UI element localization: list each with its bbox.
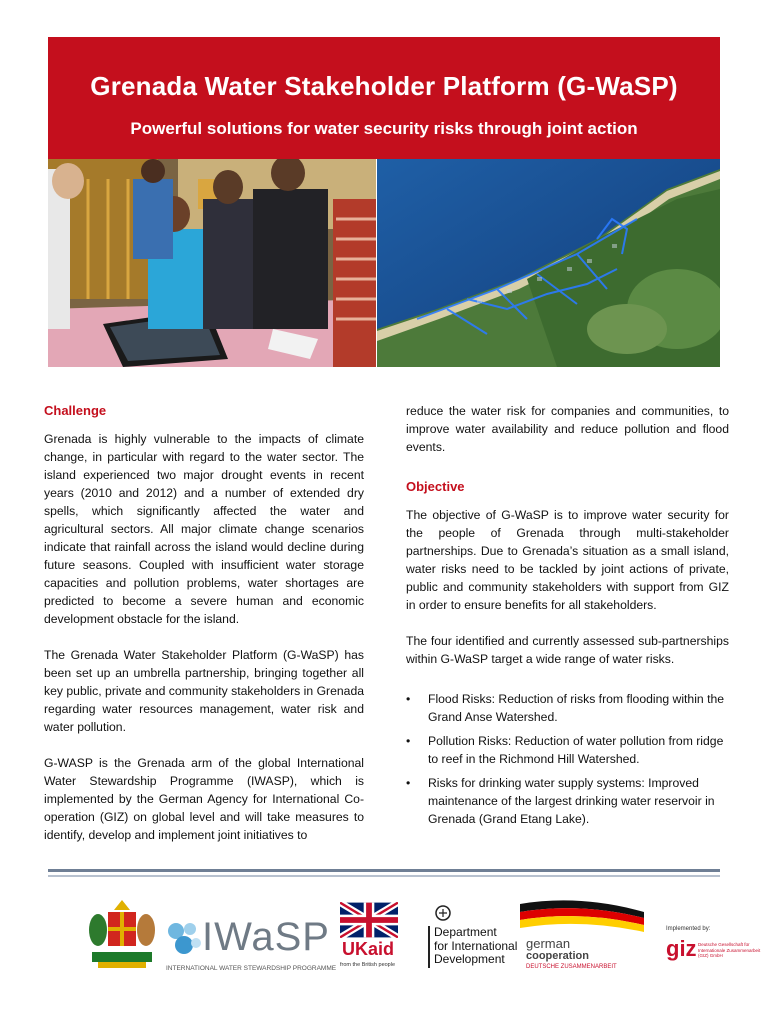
footer-divider — [48, 869, 720, 872]
implemented-by-label: Implemented by: — [666, 926, 711, 932]
royal-crest-icon — [434, 904, 452, 922]
list-item: • Risks for drinking water supply systems: Improved maintenance of the largest drinking water reservoir in Grenada (Grand Etang Lake). — [406, 776, 715, 826]
german-coop-tagline: DEUTSCHE ZUSAMMENARBEIT — [526, 964, 617, 970]
dfid-wordmark: Department for International Development — [434, 925, 518, 966]
sub-partnerships-paragraph: The four identified and currently assessed sub-partnerships within G-WaSP target a wide range of water risks. — [406, 634, 729, 666]
right-column — [406, 402, 729, 834]
left-column — [44, 402, 364, 844]
giz-description: Deutsche Gesellschaft für Internationale Zusammenarbeit (GIZ) GmbH — [698, 942, 761, 958]
challenge-heading: Challenge — [44, 403, 107, 418]
workshop-photo — [48, 159, 376, 367]
iwasp-logo — [166, 915, 336, 975]
bullet-icon: • — [406, 734, 411, 748]
page-subtitle: Powerful solutions for water security risks through joint action — [130, 119, 638, 138]
iwasp-paragraph: G-WASP is the Grenada arm of the global International Water Stewardship Programme (IWASP), which is implemented by the German Agency for International Co-operation (GIZ) on global level and will take measures to identify, develop and implement joint initiatives to — [44, 756, 364, 842]
german-cooperation-logo — [520, 898, 644, 974]
dfid-logo — [428, 904, 520, 974]
gwasp-paragraph: The Grenada Water Stakeholder Platform (G-WaSP) has been set up an umbrella partnership, bringing together all key public, private and community stakeholders in Grenada regarding water resources management, water risk and water pollution. — [44, 648, 364, 734]
page-title: Grenada Water Stakeholder Platform (G-WaSP) — [90, 71, 678, 101]
risk-list — [406, 690, 729, 828]
ukaid-logo — [340, 902, 402, 972]
objective-heading: Objective — [406, 479, 465, 494]
dfid-rule — [428, 926, 430, 968]
challenge-paragraph: Grenada is highly vulnerable to the impacts of climate change, in particular with regard to the water sector. The island experienced two major drought events in recent years (2010 and 2012) and a number of extended dry spells, which significantly affected the water and agricultural sectors. All major climate change scenarios indicate that rainfall across the island would decline during future seasons. Coupled with insufficient water storage capacities and pollution problems, water shortages are predicted to become a severe human and economic development obstacle for the island. — [44, 432, 364, 626]
german-flag-swoosh-icon — [520, 898, 644, 938]
continued-paragraph: reduce the water risk for companies and communities, to improve water availability and reduce pollution and flood events. — [406, 404, 729, 454]
list-item: • Flood Risks: Reduction of risks from flooding within the Grand Anse Watershed. — [406, 692, 725, 724]
ukaid-tagline: from the British people — [340, 962, 396, 968]
iwasp-wordmark: IWaSP — [202, 915, 330, 959]
ukaid-wordmark: UKaid — [342, 939, 395, 959]
list-item: • Pollution Risks: Reduction of water pollution from ridge to reef in the Richmond Hill Watershed. — [406, 734, 724, 766]
footer-divider-light — [48, 875, 720, 877]
header-banner — [48, 37, 720, 159]
iwasp-tagline: INTERNATIONAL WATER STEWARDSHIP PROGRAMME — [166, 965, 337, 972]
objective-paragraph: The objective of G-WaSP is to improve water security for the people of Grenada through multi-stakeholder partnerships. Due to Grenada’s situation as a small island, water risks need to be tackled by joint actions of private, public and community stakeholders with support from GIZ in order to ensure benefits for all stakeholders. — [406, 508, 729, 612]
bullet-icon: • — [406, 692, 411, 706]
giz-logo — [666, 926, 766, 976]
german-coop-wordmark: german cooperation — [526, 936, 589, 962]
union-jack-icon — [340, 902, 398, 938]
grenada-coat-of-arms-icon — [84, 896, 160, 972]
iwasp-drops-icon — [166, 919, 202, 959]
giz-wordmark: giz — [666, 936, 697, 961]
satellite-map-image — [377, 159, 720, 367]
bullet-icon: • — [406, 776, 411, 790]
